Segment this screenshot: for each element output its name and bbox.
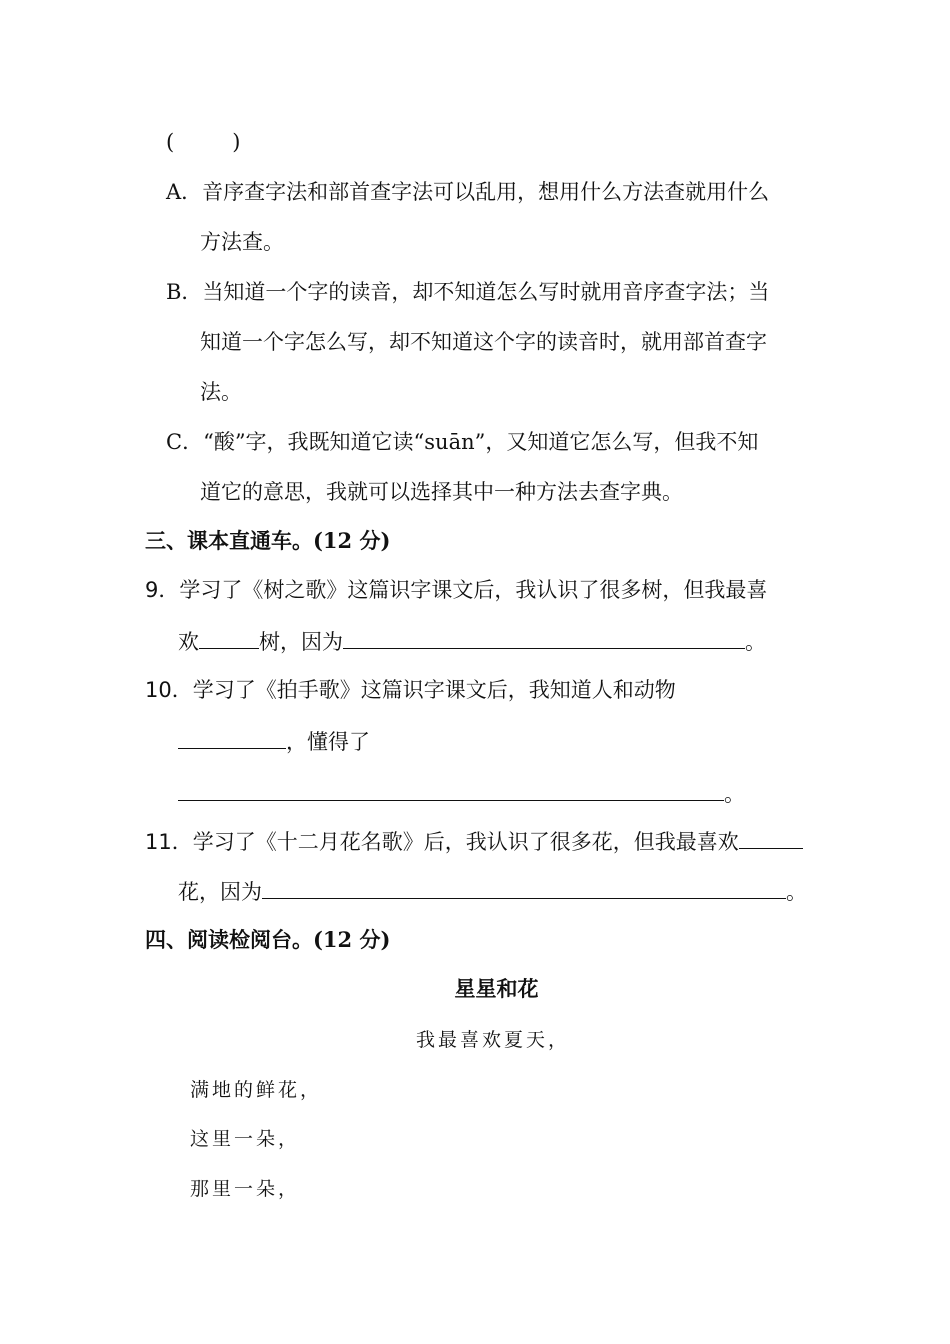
poem-line-3: 这里一朵， [190, 1128, 301, 1150]
question-11-flower-blank[interactable] [739, 826, 803, 849]
poem-line-2: 满地的鲜花， [190, 1079, 323, 1101]
question-11-text: 学习了《十二月花名歌》后，我认识了很多花，但我最喜欢 [192, 830, 739, 854]
question-10-text-b: ，懂得了 [286, 730, 370, 754]
option-a-letter: A． [166, 180, 203, 204]
section-4-heading: 四、阅读检阅台。(12 分) [145, 927, 391, 952]
question-11-end: 。 [786, 880, 807, 904]
question-9-tree-blank[interactable] [199, 626, 259, 649]
question-11-reason-blank[interactable] [262, 876, 786, 899]
paren-open: ( [166, 130, 175, 154]
option-b-line-3: 法。 [200, 380, 242, 404]
question-9-end: 。 [745, 630, 766, 654]
question-9-text-b: 树，因为 [259, 630, 343, 654]
question-10-number: 10． [145, 678, 193, 702]
question-11-line-2 [178, 876, 807, 906]
question-11-number: 11． [145, 830, 193, 854]
question-9-line-2 [178, 626, 766, 656]
option-c-line-2: 道它的意思，我就可以选择其中一种方法去查字典。 [200, 480, 683, 504]
option-a-text-1: 音序查字法和部首查字法可以乱用，想用什么方法查就用什么 [202, 180, 770, 204]
question-11-text-a: 花，因为 [178, 880, 262, 904]
question-9-text: 学习了《树之歌》这篇识字课文后，我认识了很多树，但我最喜 [179, 578, 768, 602]
section-3-heading: 三、课本直通车。(12 分) [145, 528, 391, 553]
question-9-number: 9． [145, 578, 180, 602]
option-c-line-1 [166, 428, 758, 456]
question-10-line-1 [145, 676, 676, 704]
question-9-reason-blank[interactable] [343, 626, 745, 649]
question-10-text: 学习了《拍手歌》这篇识字课文后，我知道人和动物 [192, 678, 676, 702]
question-9-line-1 [145, 576, 767, 604]
paren-close: ) [232, 130, 241, 154]
question-10-blank-1[interactable] [178, 726, 286, 749]
option-a-line-1 [166, 178, 769, 206]
option-b-line-2: 知道一个字怎么写，却不知道这个字的读音时，就用部首查字 [200, 330, 767, 354]
question-11-line-1 [145, 826, 803, 856]
option-b-text-1: 当知道一个字的读音，却不知道怎么写时就用音序查字法；当 [202, 280, 770, 304]
option-b-letter: B． [166, 280, 203, 304]
poem-line-1: 我最喜欢夏天， [415, 1029, 570, 1051]
option-c-text-1: “酸”字，我既知道它读“suān”，又知道它怎么写，但我不知 [203, 430, 759, 454]
question-9-text-a: 欢 [178, 630, 199, 654]
option-c-letter: C． [166, 430, 204, 454]
question-10-line-3 [178, 778, 745, 808]
poem-title: 星星和花 [454, 977, 539, 1001]
question-10-end: 。 [724, 782, 745, 806]
option-a-line-2: 方法查。 [200, 230, 284, 254]
option-b-line-1 [166, 278, 769, 306]
answer-parentheses [166, 128, 240, 156]
poem-line-4: 那里一朵， [190, 1178, 301, 1200]
question-10-line-2 [178, 726, 370, 756]
question-10-blank-2[interactable] [178, 778, 724, 801]
